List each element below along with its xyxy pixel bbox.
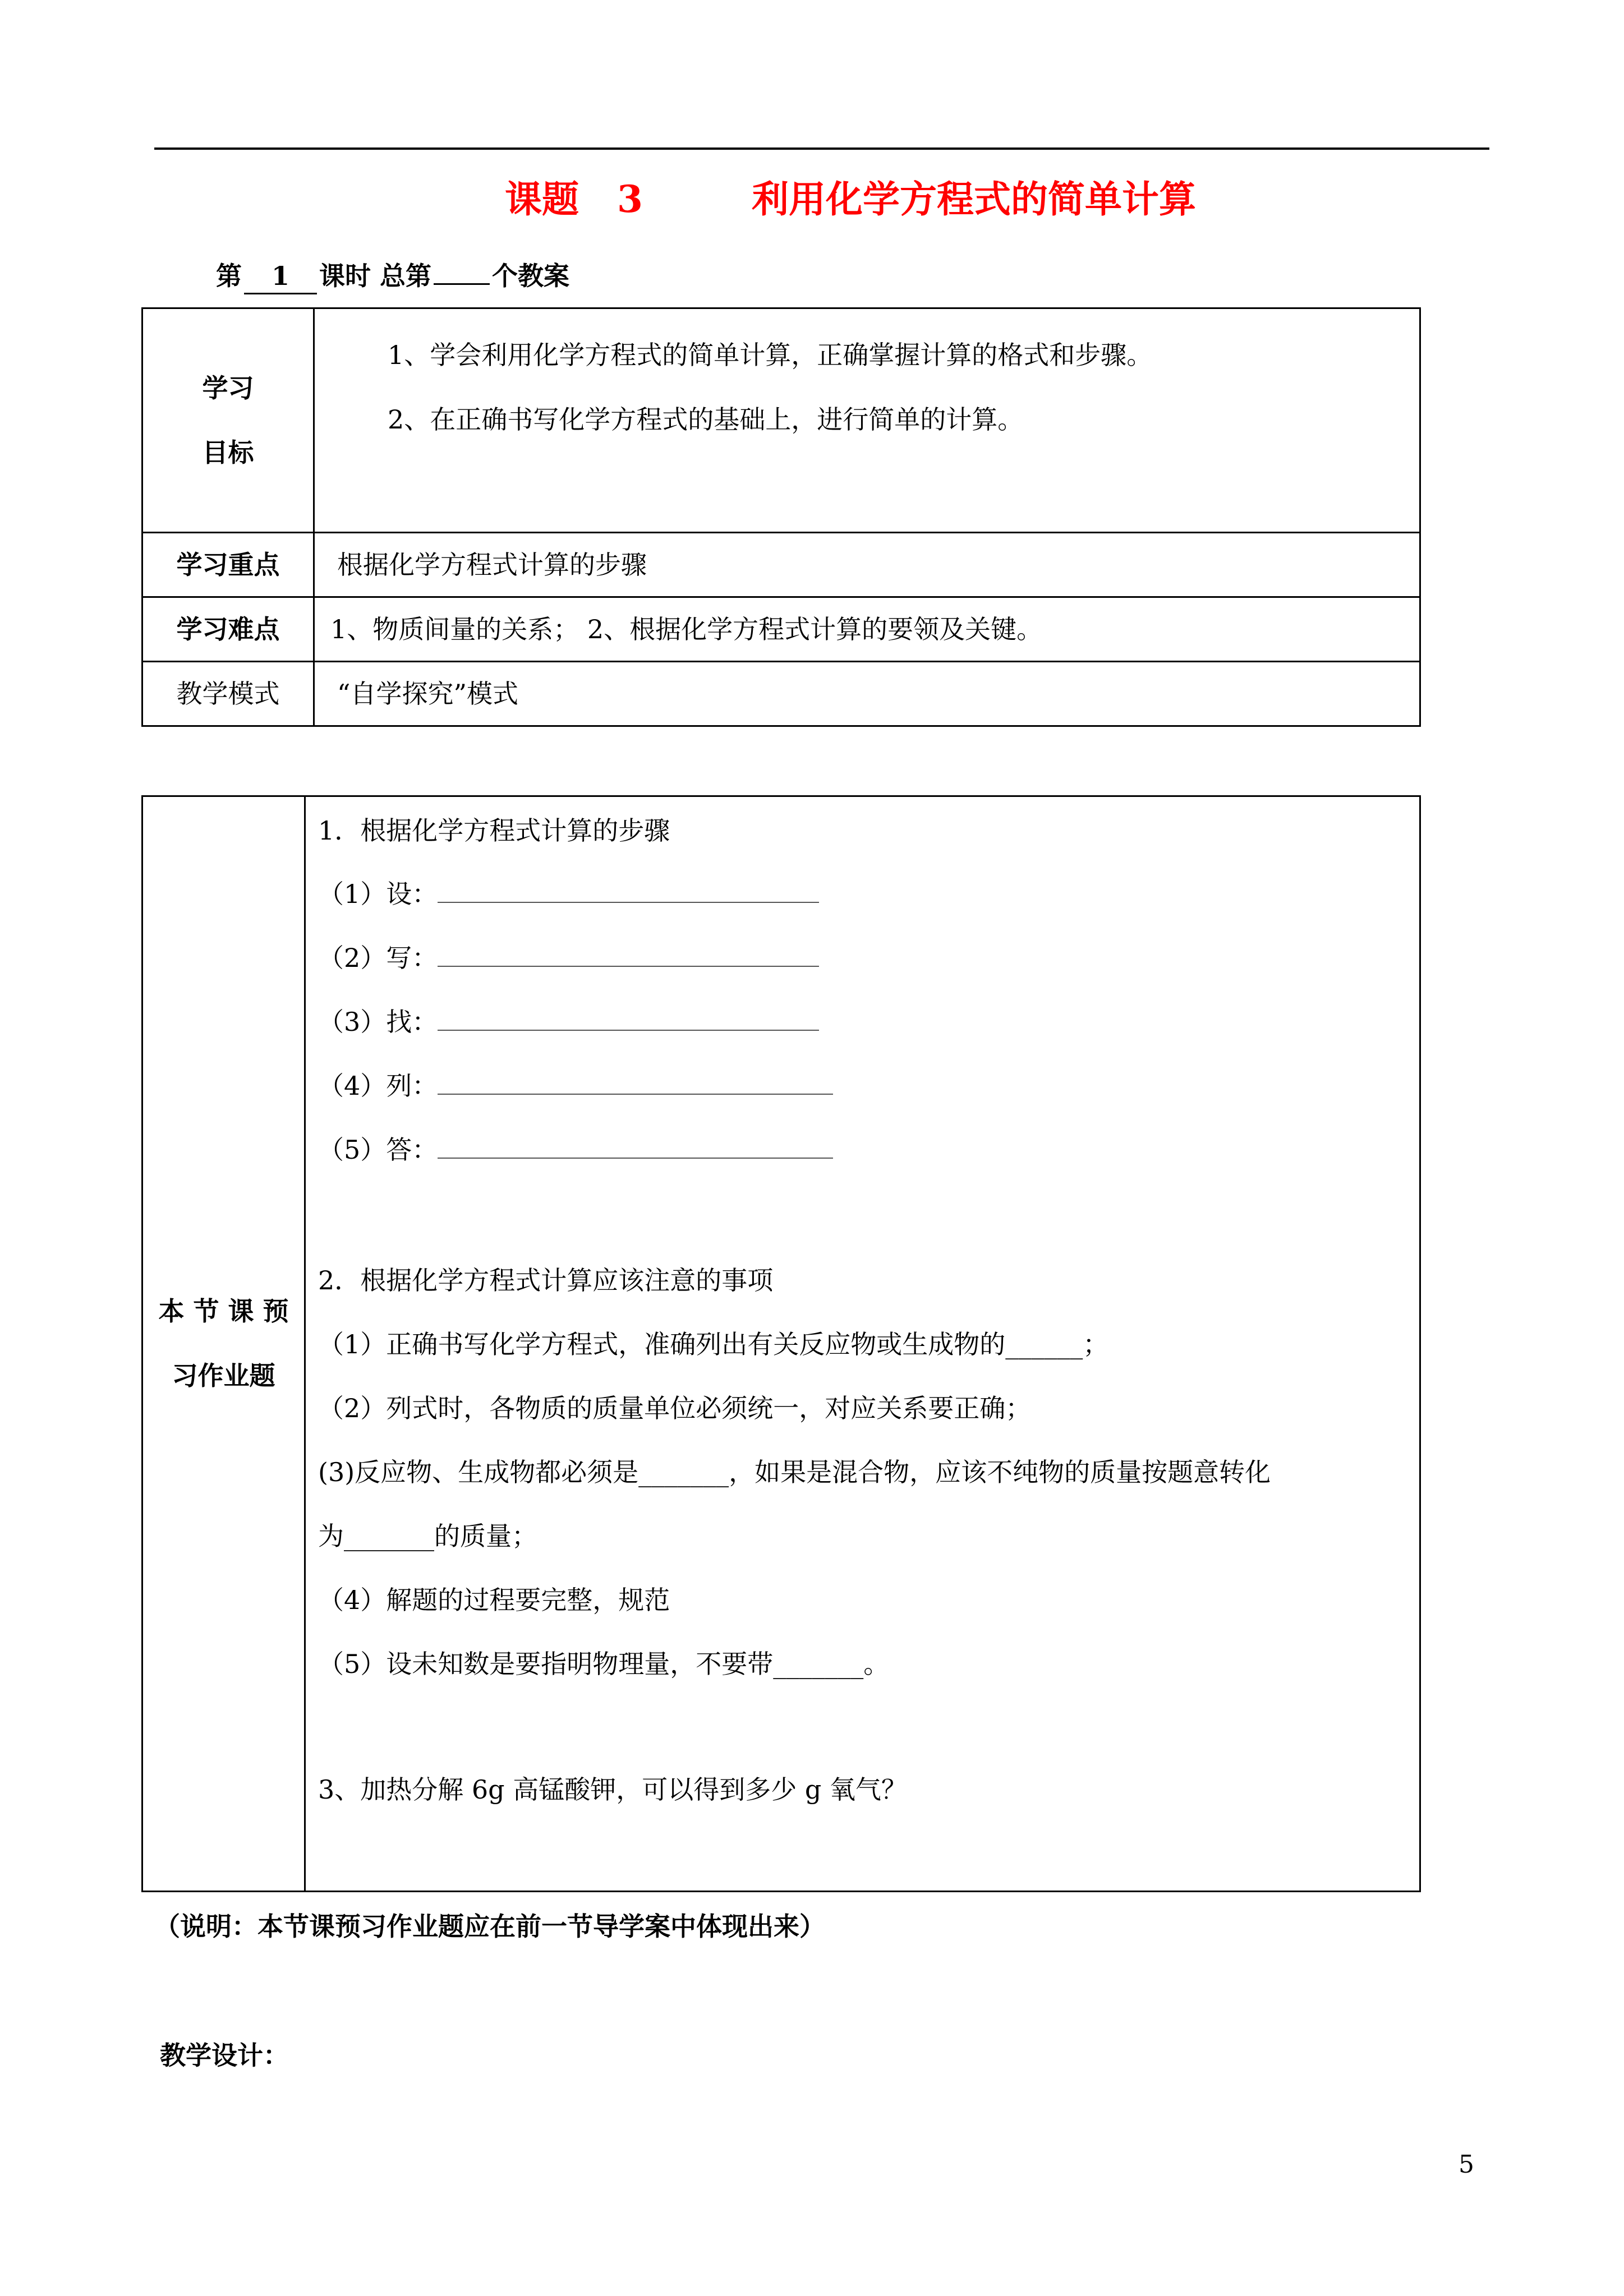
difficulty-row bbox=[142, 597, 1420, 662]
header-rule bbox=[154, 147, 1489, 150]
title-prefix: 课题 bbox=[505, 177, 579, 221]
step-4-label: （4）列： bbox=[318, 1071, 438, 1101]
difficulty-value bbox=[314, 597, 1420, 662]
page-title bbox=[0, 168, 1624, 230]
mode-value bbox=[314, 662, 1420, 726]
preview-label-line2: 习作业题 bbox=[172, 1361, 275, 1391]
section1-heading: 1．根据化学方程式计算的步骤 bbox=[318, 815, 670, 846]
step-2-label: （2）写： bbox=[318, 943, 438, 973]
step-3-label: （3）找： bbox=[318, 1007, 438, 1037]
step-5 bbox=[318, 1133, 833, 1167]
note-4: （4）解题的过程要完整，规范 bbox=[318, 1585, 670, 1615]
preview-label-line1: 本 节 课 预 bbox=[158, 1296, 289, 1326]
preview-table bbox=[141, 795, 1421, 1892]
mode-value-text: “自学探究”模式 bbox=[337, 679, 519, 709]
goals-label-line1: 学习 bbox=[202, 372, 254, 403]
footnote: （说明：本节课预习作业题应在前一节导学案中体现出来） bbox=[154, 1911, 825, 1942]
note-1: （1）正确书写化学方程式，准确列出有关反应物或生成物的______； bbox=[318, 1329, 1109, 1359]
note-3: (3)反应物、生成物都必须是_______，如果是混合物，应该不纯物的质量按题意转化 bbox=[318, 1457, 1271, 1487]
total-number-blank bbox=[434, 283, 490, 285]
step-1-blank bbox=[438, 877, 819, 903]
title-text: 利用化学方程式的简单计算 bbox=[752, 177, 1196, 221]
step-2 bbox=[318, 941, 819, 975]
key-value-text: 根据化学方程式计算的步骤 bbox=[337, 550, 647, 580]
step-3 bbox=[318, 1005, 819, 1039]
note-5: （5）设未知数是要指明物理量，不要带_______。 bbox=[318, 1649, 890, 1679]
key-label: 学习重点 bbox=[142, 533, 314, 597]
mode-row bbox=[142, 662, 1420, 726]
lesson-line-part2: 课时 总第 bbox=[319, 261, 432, 291]
step-1 bbox=[318, 877, 819, 911]
lesson-number-blank: 1 bbox=[244, 259, 317, 294]
goals-label-line2: 目标 bbox=[202, 437, 254, 468]
section2-heading: 2．根据化学方程式计算应该注意的事项 bbox=[318, 1265, 774, 1295]
step-3-blank bbox=[438, 1005, 819, 1031]
goal-item-2: 2、在正确书写化学方程式的基础上，进行简单的计算。 bbox=[388, 404, 1024, 435]
lesson-counter-line bbox=[216, 253, 569, 298]
step-5-blank bbox=[438, 1133, 833, 1159]
step-4 bbox=[318, 1069, 833, 1103]
info-table bbox=[141, 307, 1421, 727]
step-1-label: （1）设： bbox=[318, 879, 438, 909]
lesson-line-part1: 第 bbox=[216, 261, 242, 291]
note-3-continued: 为_______的质量； bbox=[318, 1521, 537, 1551]
goals-cell bbox=[314, 308, 1420, 533]
title-number: 3 bbox=[617, 177, 643, 221]
section3-question: 3、加热分解 6g 高锰酸钾，可以得到多少 g 氧气？ bbox=[318, 1774, 907, 1805]
step-4-blank bbox=[438, 1069, 833, 1095]
mode-label: 教学模式 bbox=[142, 662, 314, 726]
goals-row bbox=[142, 308, 1420, 533]
difficulty-label: 学习难点 bbox=[142, 597, 314, 662]
lesson-line-part3: 个教案 bbox=[492, 261, 570, 291]
difficulty-value-text: 1、物质间量的关系； 2、根据化学方程式计算的要领及关键。 bbox=[330, 614, 1043, 644]
goals-label bbox=[142, 308, 314, 533]
step-2-blank bbox=[438, 941, 819, 967]
preview-row bbox=[142, 796, 1420, 1892]
preview-label bbox=[142, 796, 305, 1892]
key-row bbox=[142, 533, 1420, 597]
goal-item-1: 1、学会利用化学方程式的简单计算，正确掌握计算的格式和步骤。 bbox=[388, 340, 1153, 370]
teaching-design-label: 教学设计： bbox=[160, 2040, 289, 2071]
note-2: （2）列式时，各物质的质量单位必须统一，对应关系要正确； bbox=[318, 1393, 1032, 1423]
key-value bbox=[314, 533, 1420, 597]
step-5-label: （5）答： bbox=[318, 1135, 438, 1165]
page-number: 5 bbox=[1459, 2150, 1474, 2179]
preview-content bbox=[305, 796, 1420, 1892]
